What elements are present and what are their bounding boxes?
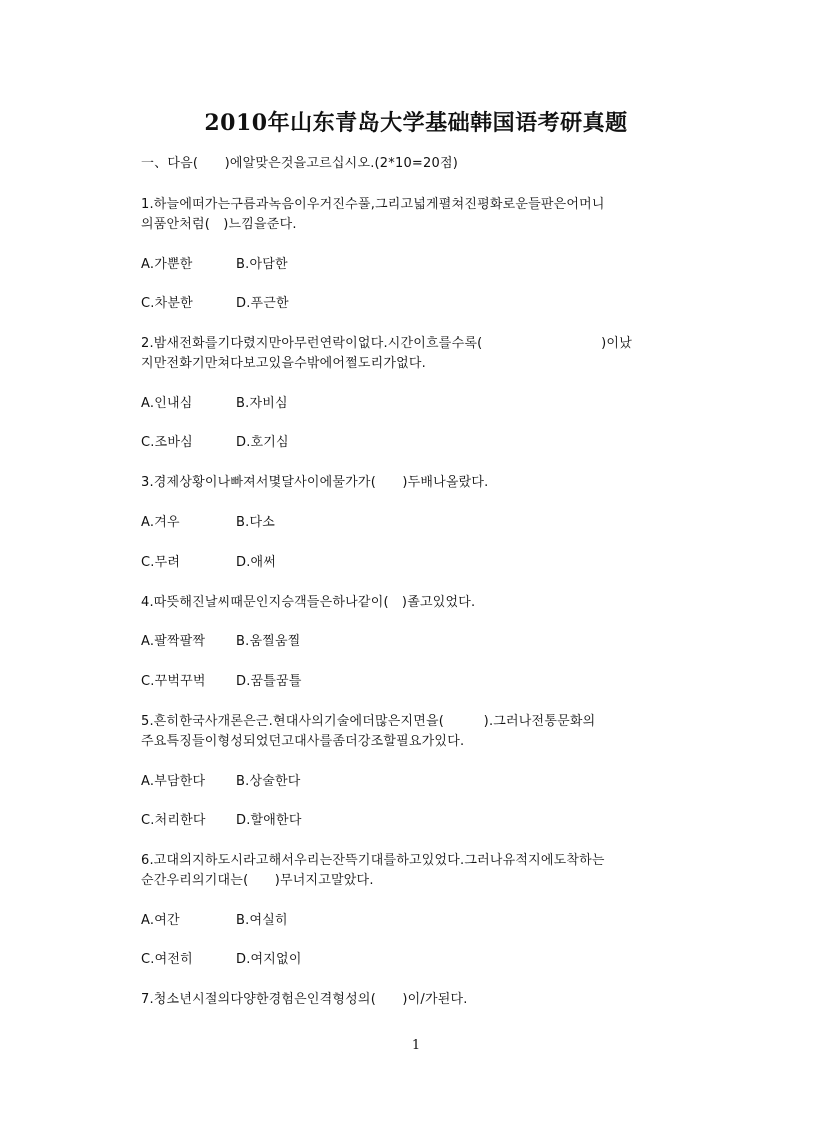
- option-c: C.처리한다: [141, 813, 206, 828]
- option-c: C.꾸벅꾸벅: [141, 674, 206, 689]
- question-5-options-row-1: [141, 772, 711, 792]
- page-title: 2010年山东青岛大学基础韩国语考研真题: [204, 110, 628, 136]
- option-b: B.상술한다: [236, 774, 301, 789]
- question-5-line-1: 5.흔히한국사개론은근.현대사의기술에더많은지면을( ).그러나전통문화의: [141, 714, 596, 729]
- question-5-line-2: 주요특징들이형성되었던고대사를좀더강조할필요가있다.: [141, 734, 465, 749]
- option-d: D.푸근한: [236, 296, 289, 311]
- option-d: D.호기심: [236, 435, 289, 450]
- question-6-line-2: 순간우리의기대는( )무너지고말았다.: [141, 873, 374, 888]
- option-d: D.꿈틀꿈틀: [236, 674, 302, 689]
- option-a: A.팔짝팔짝: [141, 634, 206, 649]
- option-a: A.인내심: [141, 396, 193, 411]
- question-3-options-row-1: [141, 513, 711, 533]
- question-1-line-2: 의품안처럼( )느낌을준다.: [141, 217, 297, 232]
- option-c: C.조바심: [141, 435, 193, 450]
- page-number: 1: [411, 1038, 421, 1053]
- question-4-line-1: 4.따뜻해진날씨때문인지승객들은하나같이( )졸고있었다.: [141, 595, 476, 610]
- question-1-options-row-1: [141, 255, 711, 275]
- option-b: B.움찔움찔: [236, 634, 301, 649]
- option-a: A.여간: [141, 913, 180, 928]
- question-2-options-row-2: [141, 433, 711, 453]
- option-a: A.가뿐한: [141, 257, 193, 272]
- option-b: B.아담한: [236, 257, 288, 272]
- question-2-line-1: 2.밤새전화를기다렸지만아무런연락이없다.시간이흐를수록( )이났: [141, 336, 632, 351]
- option-b: B.자비심: [236, 396, 288, 411]
- question-4-options-row-2: [141, 672, 711, 692]
- question-2-line-2: 지만전화기만쳐다보고있을수밖에어쩔도리가없다.: [141, 356, 427, 371]
- question-5-options-row-2: [141, 811, 711, 831]
- question-1-line-1: 1.하늘에떠가는구름과녹음이우거진수풀,그리고넓게펼쳐진평화로운들판은어머니: [141, 197, 605, 212]
- option-b: B.다소: [236, 515, 275, 530]
- question-6-options-row-1: [141, 911, 711, 931]
- option-c: C.차분한: [141, 296, 193, 311]
- option-d: D.여지없이: [236, 952, 302, 967]
- section-heading: 一、다음( )에알맞은것을고르십시오.(2*10=20점): [141, 156, 458, 171]
- option-a: A.겨우: [141, 515, 180, 530]
- question-7-line-1: 7.청소년시절의다양한경험은인격형성의( )이/가된다.: [141, 992, 468, 1007]
- question-2-options-row-1: [141, 394, 711, 414]
- option-d: D.애써: [236, 555, 277, 570]
- option-c: C.무려: [141, 555, 181, 570]
- option-c: C.여전히: [141, 952, 193, 967]
- option-b: B.여실히: [236, 913, 288, 928]
- question-4-options-row-1: [141, 632, 711, 652]
- option-d: D.할애한다: [236, 813, 302, 828]
- question-3-options-row-2: [141, 553, 711, 573]
- question-6-options-row-2: [141, 950, 711, 970]
- question-1-options-row-2: [141, 294, 711, 314]
- question-6-line-1: 6.고대의지하도시라고해서우리는잔뜩기대를하고있었다.그러나유적지에도착하는: [141, 853, 605, 868]
- option-a: A.부담한다: [141, 774, 206, 789]
- question-3-line-1: 3.경제상황이나빠져서몇달사이에물가가( )두배나올랐다.: [141, 475, 489, 490]
